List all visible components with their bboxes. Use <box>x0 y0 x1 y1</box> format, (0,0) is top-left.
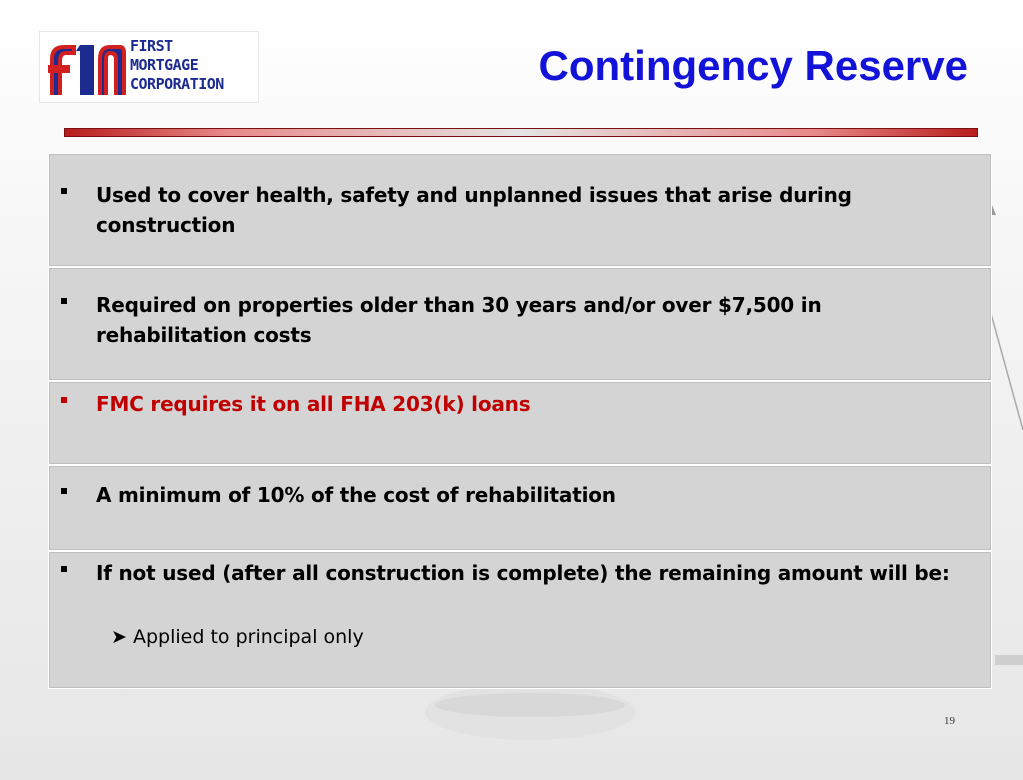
logo-line-1: FIRST <box>130 37 173 55</box>
content-row-3 <box>48 381 992 465</box>
title-divider-bar <box>64 128 978 137</box>
square-bullet-icon <box>61 188 67 194</box>
company-logo <box>40 32 258 102</box>
square-bullet-icon <box>61 397 67 403</box>
logo-wordmark <box>130 37 256 94</box>
bullet-text: If not used (after all construction is complete) the remaining amount will be: <box>96 561 950 585</box>
content-row-1 <box>48 153 992 267</box>
square-bullet-icon <box>61 488 67 494</box>
page-number: 19 <box>944 715 955 727</box>
fmc-logo-mark-icon <box>46 37 128 97</box>
bullet-text: A minimum of 10% of the cost of rehabilitation <box>96 483 616 507</box>
bullet-text-highlight: FMC requires it on all FHA 203(k) loans <box>96 392 531 416</box>
bullet-text: Used to cover health, safety and unplanned issues that arise during construction <box>96 183 852 237</box>
square-bullet-icon <box>61 298 67 304</box>
square-bullet-icon <box>61 566 67 572</box>
logo-line-2: MORTGAGE <box>130 56 199 74</box>
content-row-2 <box>48 267 992 381</box>
bullet-text: Required on properties older than 30 years and/or over $7,500 in rehabilitation costs <box>96 293 822 347</box>
arrow-bullet-icon: ➤ <box>111 626 127 648</box>
logo-line-3: CORPORATION <box>130 75 224 93</box>
slide-title: Contingency Reserve <box>538 42 968 89</box>
sub-bullet-item <box>111 624 931 650</box>
content-row-4 <box>48 465 992 551</box>
content-row-5 <box>48 551 992 689</box>
sub-bullet-text: Applied to principal only <box>133 626 364 648</box>
content-panel <box>48 153 992 689</box>
